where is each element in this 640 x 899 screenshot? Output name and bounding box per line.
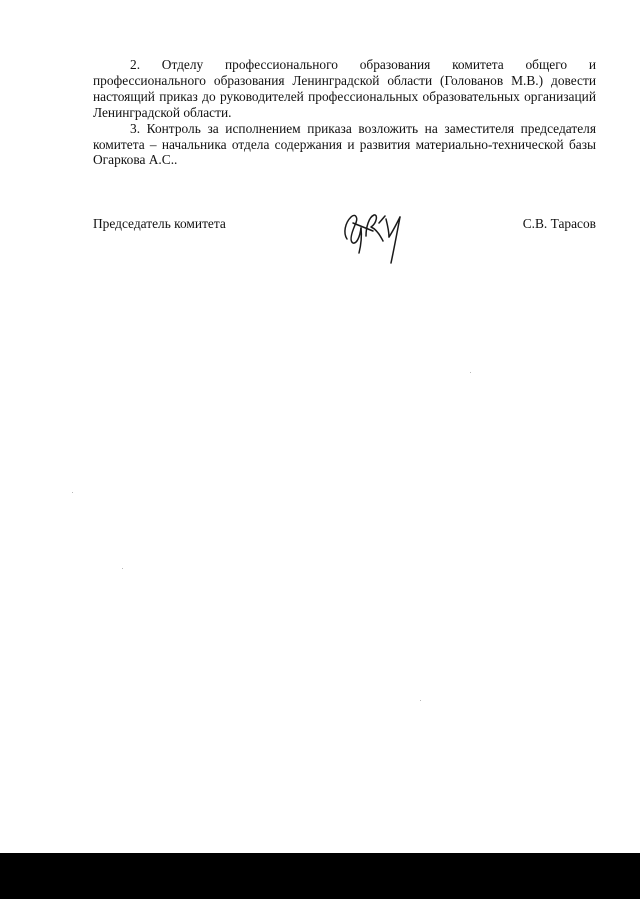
signatory-name: С.В. Тарасов — [522, 216, 596, 231]
paragraph-3: 3. Контроль за исполнением приказа возложить на заместителя председателя комитета – начальника отдела содержания и развития материально-технической базы Огаркова А.С.. — [93, 120, 596, 168]
signatory-title: Председатель комитета — [93, 216, 226, 231]
scan-speck — [122, 568, 123, 569]
scan-speck — [470, 372, 471, 373]
document-body — [93, 57, 596, 168]
paragraph-2: 2. Отделу профессионального образования комитета общего и профессионального образования Ленинградской области (Голованов М.В.) довести настоящий приказ до руководителей профессиональных образовательных организаций Ленинградской области. — [93, 57, 596, 120]
scan-speck — [72, 492, 73, 493]
handwritten-signature — [333, 203, 413, 265]
scan-bottom-edge — [0, 853, 640, 899]
scan-speck — [420, 700, 421, 701]
